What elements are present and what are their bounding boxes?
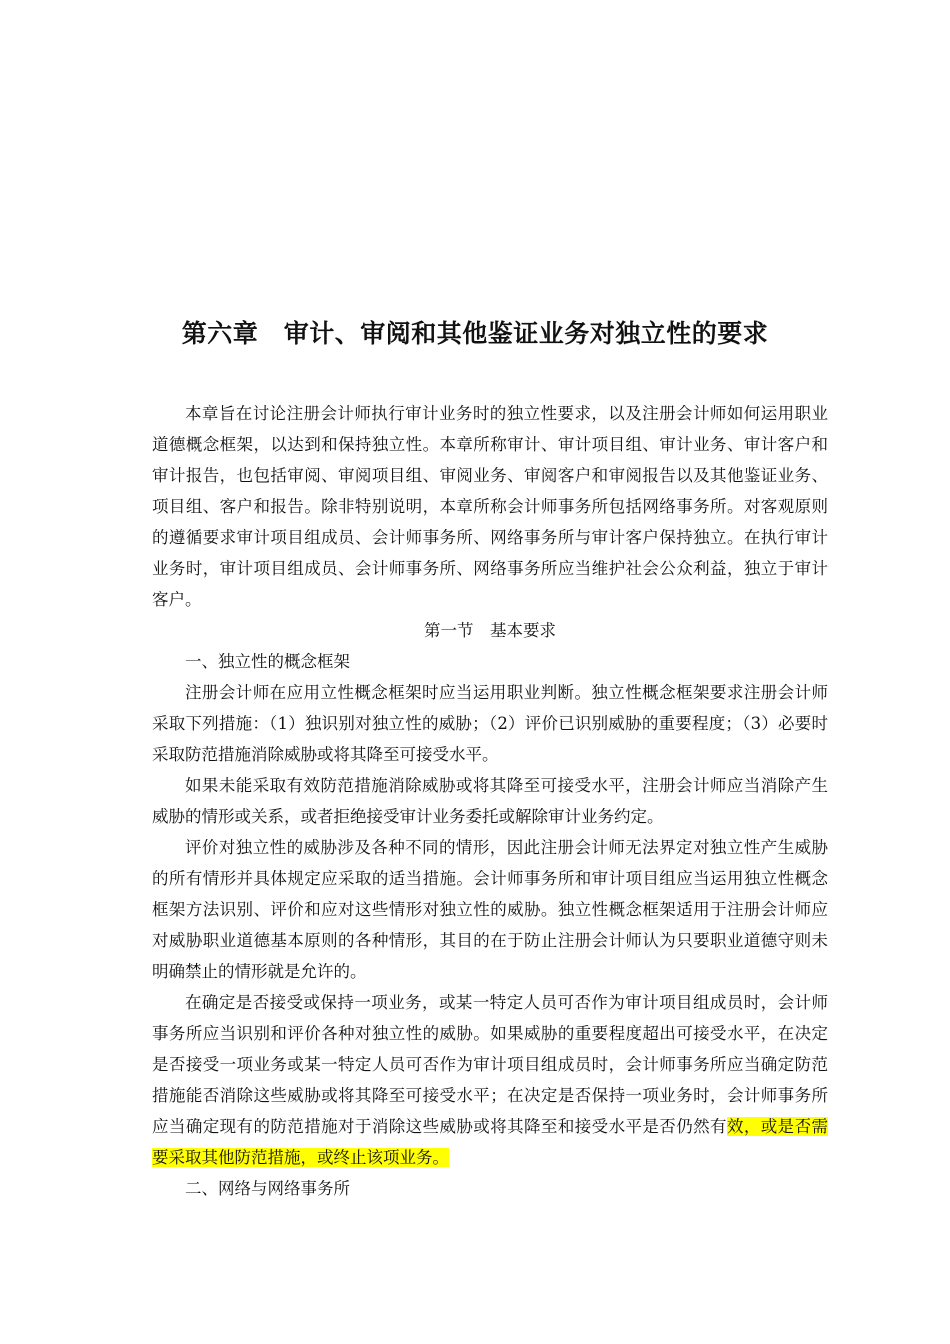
- subsection-heading-network-firms: 二、网络与网络事务所: [185, 1179, 350, 1198]
- subsection-heading-concept-framework: 一、独立性的概念框架: [185, 652, 350, 671]
- chapter-title: 第六章 审计、审阅和其他鉴证业务对独立性的要求: [181, 319, 769, 348]
- paragraph-main-text: 在确定是否接受或保持一项业务，或某一特定人员可否作为审计项目组成员时，会计师事务所应当识别和评价各种对独立性的威胁。如果威胁的重要程度超出可接受水平，在决定是否接受一项业务或某一特定人员可否作为审计项目组成员时，会计师事务所应当确定防范措施能否消除这些威胁或将其降至可接受水平；在决定是否保持一项业务时，会计师事务所应当确定现有的防范措施对于消除这些威胁或将其降至和接受水平是否仍然有: [152, 993, 828, 1136]
- paragraph-threat-evaluation: 评价对独立性的威胁涉及各种不同的情形，因此注册会计师无法界定对独立性产生威胁的所有情形并具体规定应采取的适当措施。会计师事务所和审计项目组应当运用独立性概念框架方法识别、评价和应对这些情形对独立性的威胁。独立性概念框架适用于注册会计师应对威胁职业道德基本原则的各种情形，其目的在于防止注册会计师认为只要职业道德守则未明确禁止的情形就是允许的。: [152, 838, 828, 981]
- intro-paragraph: 本章旨在讨论注册会计师执行审计业务时的独立性要求，以及注册会计师如何运用职业道德概念框架，以达到和保持独立性。本章所称审计、审计项目组、审计业务、审计客户和审计报告，也包括审阅、审阅项目组、审阅业务、审阅客户和审阅报告以及其他鉴证业务、项目组、客户和报告。除非特别说明，本章所称会计师事务所包括网络事务所。对客观原则的遵循要求审计项目组成员、会计师事务所、网络事务所与审计客户保持独立。在执行审计业务时，审计项目组成员、会计师事务所、网络事务所应当维护社会公众利益，独立于审计客户。: [152, 404, 828, 609]
- paragraph-accept-or-retain-engagement: [152, 987, 828, 1173]
- section-title: 第一节 基本要求: [424, 621, 556, 640]
- paragraph-ineffective-safeguards: 如果未能采取有效防范措施消除威胁或将其降至可接受水平，注册会计师应当消除产生威胁的情形或关系，或者拒绝接受审计业务委托或解除审计业务约定。: [152, 776, 828, 826]
- highlighted-text: 效，或是否需要采取其他防范措施，或终止该项业务。: [152, 1117, 829, 1167]
- paragraph-framework-measures: 注册会计师在应用立性概念框架时应当运用职业判断。独立性概念框架要求注册会计师采取下列措施：（1）独识别对独立性的威胁；（2）评价已识别威胁的重要程度；（3）必要时采取防范措施消除威胁或将其降至可接受水平。: [152, 683, 828, 764]
- document-body: [152, 398, 828, 1204]
